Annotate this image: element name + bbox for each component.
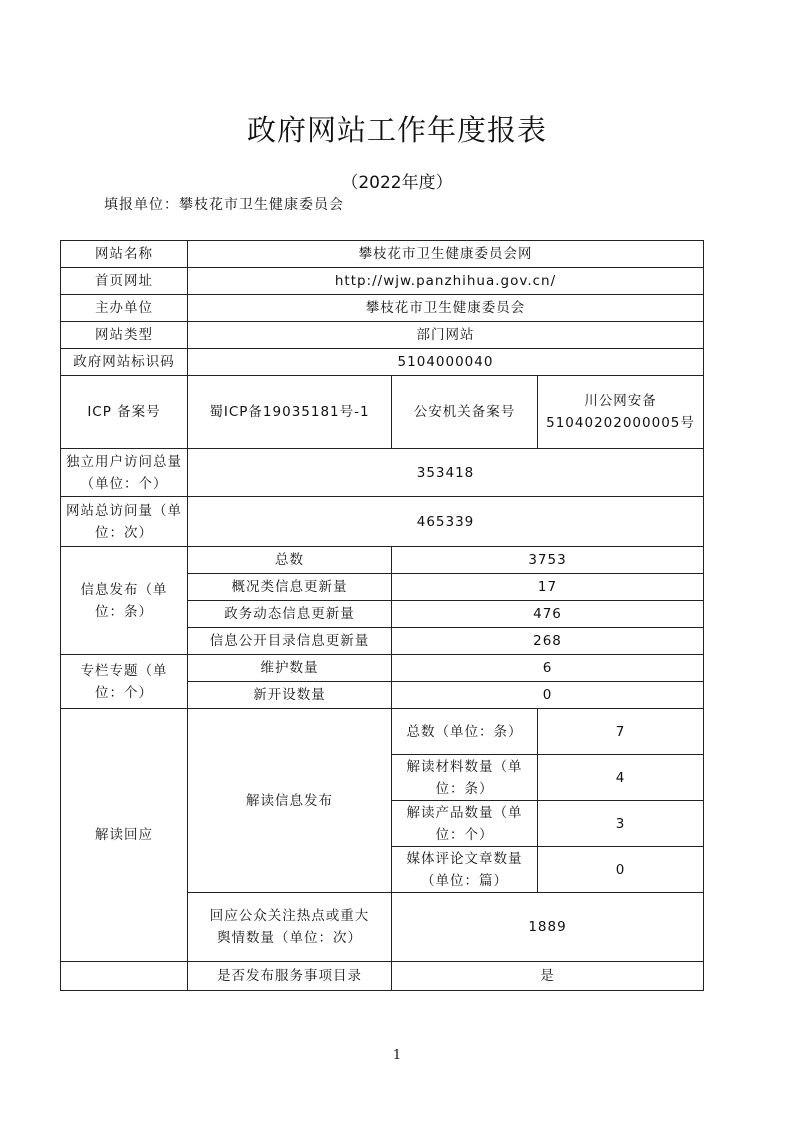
table-row: [61, 547, 704, 574]
response-label: 回应公众关注热点或重大舆情数量（单位：次）: [188, 893, 392, 962]
interpretation-item-value: 3: [538, 801, 704, 847]
response-value: 1889: [392, 893, 704, 962]
row-label: 首页网址: [61, 268, 188, 295]
interpretation-item-label: 总数（单位：条）: [392, 709, 538, 755]
info-item-value: 17: [392, 574, 704, 601]
home-url-value: http://wjw.panzhihua.gov.cn/: [188, 268, 704, 295]
table-row: [61, 449, 704, 497]
row-label: 独立用户访问总量（单位：个）: [61, 449, 188, 497]
row-label: 网站总访问量（单位：次）: [61, 497, 188, 547]
unique-visitors-value: 353418: [188, 449, 704, 497]
info-item-label: 政务动态信息更新量: [188, 601, 392, 628]
row-label: 政府网站标识码: [61, 349, 188, 376]
interpretation-item-value: 0: [538, 847, 704, 893]
filler-unit: 填报单位：攀枝花市卫生健康委员会: [104, 197, 344, 213]
table-row: [61, 322, 704, 349]
table-row: [61, 268, 704, 295]
interpretation-item-value: 4: [538, 755, 704, 801]
info-item-value: 476: [392, 601, 704, 628]
table-row: [61, 376, 704, 449]
column-item-label: 新开设数量: [188, 682, 392, 709]
interpretation-item-label: 解读产品数量（单位：个）: [392, 801, 538, 847]
info-item-value: 268: [392, 628, 704, 655]
info-item-label: 信息公开目录信息更新量: [188, 628, 392, 655]
empty-cell: [61, 962, 188, 991]
page-title: 政府网站工作年度报表: [246, 113, 547, 147]
table-row: [61, 497, 704, 547]
table-row: [61, 349, 704, 376]
info-item-label: 总数: [188, 547, 392, 574]
report-year: （2022年度）: [341, 173, 453, 193]
row-label: 信息发布（单位：条）: [61, 547, 188, 655]
site-code-value: 5104000040: [188, 349, 704, 376]
page-number: 1: [392, 1048, 402, 1063]
total-visits-value: 465339: [188, 497, 704, 547]
row-label: 网站类型: [61, 322, 188, 349]
table-row: [61, 962, 704, 991]
interpretation-item-value: 7: [538, 709, 704, 755]
row-label: 主办单位: [61, 295, 188, 322]
table-row: [61, 241, 704, 268]
column-item-label: 维护数量: [188, 655, 392, 682]
organizer-value: 攀枝花市卫生健康委员会: [188, 295, 704, 322]
table-row: [61, 655, 704, 682]
row-label: ICP 备案号: [61, 376, 188, 449]
site-type-value: 部门网站: [188, 322, 704, 349]
report-table: [60, 240, 704, 991]
interpretation-item-label: 媒体评论文章数量（单位：篇）: [392, 847, 538, 893]
info-item-label: 概况类信息更新量: [188, 574, 392, 601]
interpretation-publish-label: 解读信息发布: [188, 709, 392, 893]
icp-value: 蜀ICP备19035181号-1: [188, 376, 392, 449]
site-name-value: 攀枝花市卫生健康委员会网: [188, 241, 704, 268]
police-record-value: 川公网安备51040202000005号: [538, 376, 704, 449]
table-row: [61, 709, 704, 755]
row-label: 解读回应: [61, 709, 188, 962]
info-item-value: 3753: [392, 547, 704, 574]
row-label: 是否发布服务事项目录: [188, 962, 392, 991]
row-label: 专栏专题（单位：个）: [61, 655, 188, 709]
row-label: 网站名称: [61, 241, 188, 268]
police-record-label: 公安机关备案号: [392, 376, 538, 449]
interpretation-item-label: 解读材料数量（单位：条）: [392, 755, 538, 801]
table-row: [61, 295, 704, 322]
column-item-value: 0: [392, 682, 704, 709]
column-item-value: 6: [392, 655, 704, 682]
service-catalog-value: 是: [392, 962, 704, 991]
